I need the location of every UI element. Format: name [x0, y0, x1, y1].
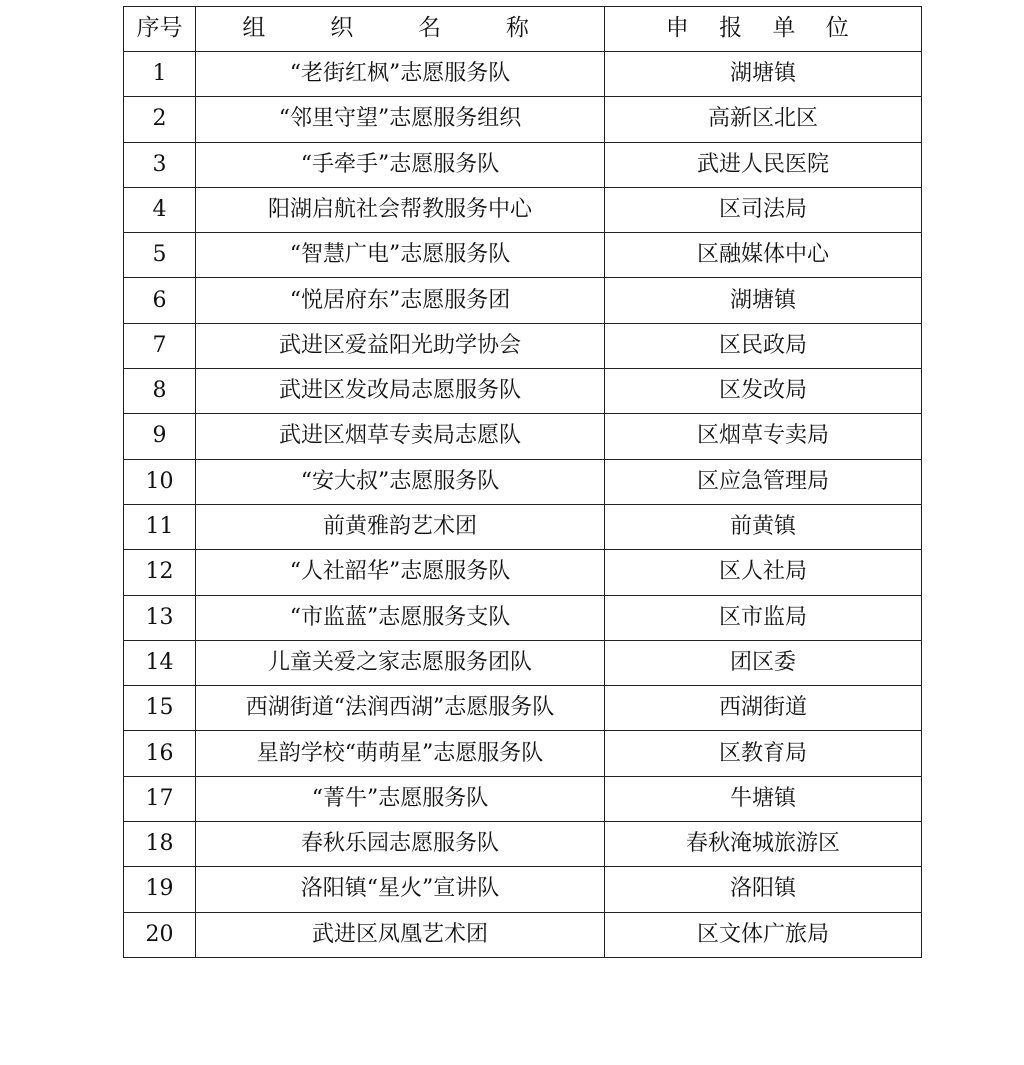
reporting-unit: 洛阳镇 — [605, 867, 922, 912]
row-index: 14 — [124, 640, 196, 685]
organization-name: “邻里守望”志愿服务组织 — [196, 97, 605, 142]
reporting-unit: 湖塘镇 — [605, 52, 922, 97]
row-index: 10 — [124, 459, 196, 504]
organization-name: 洛阳镇“星火”宣讲队 — [196, 867, 605, 912]
table-row — [124, 142, 922, 187]
row-index: 8 — [124, 369, 196, 414]
row-index: 18 — [124, 822, 196, 867]
row-index: 11 — [124, 504, 196, 549]
reporting-unit: 前黄镇 — [605, 504, 922, 549]
header-index: 序号 — [124, 7, 196, 52]
table-row — [124, 686, 922, 731]
reporting-unit: 区市监局 — [605, 595, 922, 640]
header-reporting-unit: 申 报 单 位 — [605, 7, 922, 52]
organization-name: “菁牛”志愿服务队 — [196, 776, 605, 821]
table-row — [124, 323, 922, 368]
row-index: 19 — [124, 867, 196, 912]
row-index: 4 — [124, 187, 196, 232]
organization-name: 武进区发改局志愿服务队 — [196, 369, 605, 414]
reporting-unit: 区司法局 — [605, 187, 922, 232]
row-index: 6 — [124, 278, 196, 323]
table-row — [124, 52, 922, 97]
reporting-unit: 区民政局 — [605, 323, 922, 368]
reporting-unit: 湖塘镇 — [605, 278, 922, 323]
reporting-unit: 区人社局 — [605, 550, 922, 595]
table-row — [124, 369, 922, 414]
table-row — [124, 776, 922, 821]
reporting-unit: 西湖街道 — [605, 686, 922, 731]
row-index: 2 — [124, 97, 196, 142]
table-row — [124, 233, 922, 278]
reporting-unit: 春秋淹城旅游区 — [605, 822, 922, 867]
row-index: 3 — [124, 142, 196, 187]
table-row — [124, 595, 922, 640]
organization-name: 武进区爱益阳光助学协会 — [196, 323, 605, 368]
table-row — [124, 278, 922, 323]
table-row — [124, 550, 922, 595]
organization-name: 西湖街道“法润西湖”志愿服务队 — [196, 686, 605, 731]
volunteer-organization-table — [123, 6, 922, 958]
reporting-unit: 区应急管理局 — [605, 459, 922, 504]
reporting-unit: 区融媒体中心 — [605, 233, 922, 278]
organization-name: “智慧广电”志愿服务队 — [196, 233, 605, 278]
row-index: 12 — [124, 550, 196, 595]
organization-name: “安大叔”志愿服务队 — [196, 459, 605, 504]
table-row — [124, 187, 922, 232]
organization-name: 武进区凤凰艺术团 — [196, 912, 605, 957]
header-organization-name: 组 织 名 称 — [196, 7, 605, 52]
organization-name: 武进区烟草专卖局志愿队 — [196, 414, 605, 459]
reporting-unit: 区发改局 — [605, 369, 922, 414]
table-row — [124, 414, 922, 459]
organization-name: 前黄雅韵艺术团 — [196, 504, 605, 549]
table-row — [124, 822, 922, 867]
header-row — [124, 7, 922, 52]
organization-name: 儿童关爱之家志愿服务团队 — [196, 640, 605, 685]
table-row — [124, 640, 922, 685]
organization-name: “市监蓝”志愿服务支队 — [196, 595, 605, 640]
row-index: 13 — [124, 595, 196, 640]
organization-name: “手牵手”志愿服务队 — [196, 142, 605, 187]
reporting-unit: 区教育局 — [605, 731, 922, 776]
organization-name: 阳湖启航社会帮教服务中心 — [196, 187, 605, 232]
organization-name: “老街红枫”志愿服务队 — [196, 52, 605, 97]
table-row — [124, 867, 922, 912]
table-row — [124, 97, 922, 142]
organization-name: 春秋乐园志愿服务队 — [196, 822, 605, 867]
row-index: 15 — [124, 686, 196, 731]
organization-name: “悦居府东”志愿服务团 — [196, 278, 605, 323]
row-index: 7 — [124, 323, 196, 368]
reporting-unit: 武进人民医院 — [605, 142, 922, 187]
reporting-unit: 区文体广旅局 — [605, 912, 922, 957]
row-index: 20 — [124, 912, 196, 957]
row-index: 16 — [124, 731, 196, 776]
reporting-unit: 高新区北区 — [605, 97, 922, 142]
table-row — [124, 731, 922, 776]
reporting-unit: 团区委 — [605, 640, 922, 685]
row-index: 5 — [124, 233, 196, 278]
reporting-unit: 牛塘镇 — [605, 776, 922, 821]
row-index: 17 — [124, 776, 196, 821]
reporting-unit: 区烟草专卖局 — [605, 414, 922, 459]
row-index: 9 — [124, 414, 196, 459]
table-row — [124, 459, 922, 504]
table-row — [124, 912, 922, 957]
organization-name: 星韵学校“萌萌星”志愿服务队 — [196, 731, 605, 776]
organization-name: “人社韶华”志愿服务队 — [196, 550, 605, 595]
row-index: 1 — [124, 52, 196, 97]
table-row — [124, 504, 922, 549]
